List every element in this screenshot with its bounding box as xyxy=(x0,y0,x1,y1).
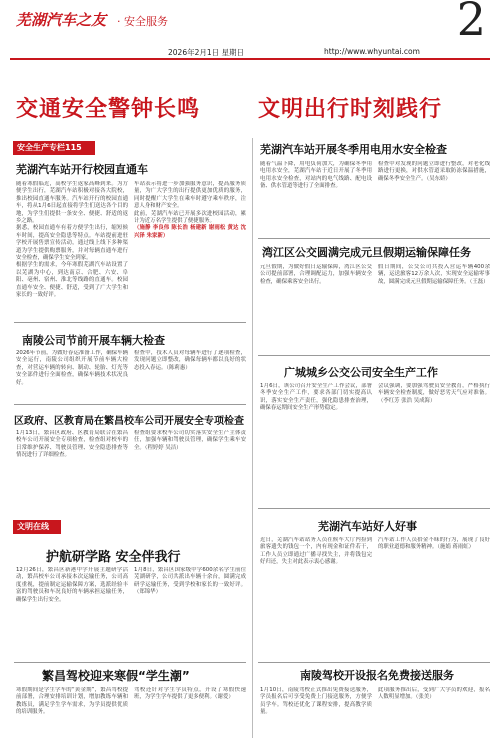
article-body-inspect-1: 1月13日，繁昌区政府、区教育局联合在繁昌校车公司开展安全专项检查，检查组对校车的日常维护保养、驾驶员管理、安全隐患排查等情况进行了详细检查。 xyxy=(16,430,128,459)
divider xyxy=(14,404,246,405)
headline-right: 文明出行时刻践行 xyxy=(258,97,443,122)
article-title-inspect[interactable]: 区政府、区教育局在繁昌校车公司开展安全专项检查 xyxy=(14,416,244,427)
divider xyxy=(258,355,490,356)
top-rule xyxy=(10,58,490,60)
article-body-goodman-1: 近日，芜湖汽车站站务人员在候车大厅内捡到旅客遗失的钱包一个，内有现金和证件若干，工作人员立即通过广播寻找失主，并将钱包完好归还，失主对此表示衷心感谢。 xyxy=(260,537,372,566)
article-body-campus-2: 车站表示将进一步加强服务意识，提高服务质量，为广大学生的出行提供更加优质的服务，同时提醒广大学生在乘车时遵守乘车秩序，注意人身和财产安全。 此前，芜湖汽车站已开展多次进校园活动，累计为近万名学生提供了便捷服务。 （施静 李良伟 陈长浩 杨建新 谢雨松 黄达 沈兴泽 朱家新） xyxy=(134,181,246,239)
article-body-guangcheng-1: 1月6日，该公司召开安全生产工作会议，部署冬季安全生产工作，要求各部门切实提高认识，落实安全生产责任，强化隐患排查治理，确保春运期间安全生产形势稳定。 xyxy=(260,383,372,412)
article-body-goodman-2: 汽车站工作人员拾金不昧的行为，展现了良好的职业道德和服务精神。（施娟 蒋雨虹） xyxy=(378,537,490,551)
article-body-civil-1: 12月26日，繁昌区新港中学开展主题研学活动，繁昌校车公司承接本次运输任务，公司高度重视，提前制定运输保障方案，选派经验丰富的驾驶员和车况良好的车辆承担运输任务，确保学生出行安全。 xyxy=(16,567,128,603)
article-body-winter-2: 检查中对发现的问题立即进行整改，对老化线路进行更换，对供水管道采取防冻保温措施，确保冬季安全生产。（吴东娇） xyxy=(378,161,490,182)
article-body-campus-1: 随着寒假临近，高校学生返家高峰到来。为方便学生出行，芜湖汽车站积极对接各大院校，推出校园直通车服务。汽车站开行的校园直通车，将从1月6日起直接将学生们送达各个目的地，为学生们提供一条安全、便捷、舒适的返乡之路。 据悉，校园直通车有着方便学生出行，缩短候车时间，提高安全隐患等特点。车站提前进驻学校开展售票宣传活动，通过线上线下多种渠道为学生提供购票服务，并对每辆直通车进行安全检查，确保学生安全到家。 根据学生的需求，今年寒假芜湖汽车站设置了以芜湖为中心，到达南京、合肥、六安、阜阳、亳州、宿州、淮北等线路的直通车。校园直通车安全、便捷、舒适，受到了广大学生和家长的一致好评。 xyxy=(16,181,128,299)
article-body-nanling-1: 2026年节前，为做好春运准备工作，确保车辆安全运行，南陵公司组织开展节前车辆大检查，对营运车辆的转向、制动、轮胎、灯光等安全部件进行全面检查，确保车辆技术状况良好。 xyxy=(16,350,128,386)
article-body-nanling-2: 检查中，技术人员对每辆车进行了逐项检查，发现问题立即整改，确保每辆车都以良好的状态投入春运。（陈莉惠） xyxy=(134,350,246,371)
page-number: 2 xyxy=(456,0,486,46)
article-title-goodman[interactable]: 芜湖汽车站好人好事 xyxy=(318,520,417,533)
civil-column-banner: 文明在线 xyxy=(13,520,61,534)
divider xyxy=(258,662,490,663)
article-body-fanchang-2: 驾校还针对学生学员特点，开设了寒假快速班，为学生学车提供了更多便利。（谢爱） xyxy=(134,687,246,701)
article-body-civil-2: 1月8日，繁昌区国家级中学600余名学生前往芜湖研学，公司共派出车辆十余台，圆满完成研学运输任务，受到学校和家长的一致好评。（郑锦华） xyxy=(134,567,246,596)
divider xyxy=(258,508,490,509)
article-body-inspect-2: 检查组要求校车公司切实落实安全生产主体责任，加强车辆和驾驶员管理，确保学生乘车安全。（程婷婷 吴洁） xyxy=(134,430,246,451)
divider xyxy=(258,238,490,239)
article-title-nanling-driving[interactable]: 南陵驾校开设报名免费接送服务 xyxy=(300,669,454,682)
website-link[interactable]: http://www.whyuntai.com xyxy=(324,47,420,56)
issue-date: 2026年2月1日 星期日 xyxy=(168,48,245,57)
divider xyxy=(14,322,246,323)
section-name: · 安全服务 xyxy=(117,15,168,28)
article-title-fanchang[interactable]: 繁昌驾校迎来寒假“学生潮” xyxy=(42,669,190,683)
masthead xyxy=(0,0,500,46)
article-body-nanling-driving-2: 此项服务推出后，受到广大学员的欢迎，报名人数明显增加。（张美） xyxy=(378,687,490,701)
safety-column-banner: 安全生产专栏115 xyxy=(13,141,95,155)
article-body-guangcheng-2: 会议强调，要加强驾驶员安全教育，严格执行车辆安全检查制度，做好恶劣天气应对准备。（李红芳 张浩 吴成海） xyxy=(378,383,490,404)
article-body-wanjiang-2: 假日期间，公交公司共投入营运车辆400余辆，运送旅客12万余人次，实现安全运输零事故，圆满完成元旦假期运输保障任务。（王磊） xyxy=(378,264,490,285)
divider xyxy=(14,662,246,663)
campus-contributors: （施静 李良伟 陈长浩 杨建新 谢雨松 黄达 沈兴泽 朱家新） xyxy=(134,225,246,239)
article-title-guangcheng[interactable]: 广城城乡公交公司安全生产工作 xyxy=(284,366,438,379)
article-body-fanchang-1: 寒假期间是学生学车的“黄金期”，繁昌驾校提前部署，合理安排培训计划，增加教练车辆和教练员，满足学生学车需求，为学员提供优质的培训服务。 xyxy=(16,687,128,716)
article-body-nanling-driving-1: 1月10日，南陵驾校正式推出免费接送服务，学员报名后可享受免费上门接送服务，方便学员学车。驾校还优化了课程安排，提高教学质量。 xyxy=(260,687,372,716)
column-divider xyxy=(252,138,253,738)
article-title-nanling[interactable]: 南陵公司节前开展车辆大检查 xyxy=(22,334,165,347)
headline-left: 交通安全警钟长鸣 xyxy=(16,97,201,122)
article-body-wanjiang-1: 元旦假期，为做好假日运输保障，湾江区公交公司提前部署，合理调配运力，加强车辆安全检查，确保乘客安全出行。 xyxy=(260,264,372,285)
article-title-winter[interactable]: 芜湖汽车站开展冬季用电用水安全检查 xyxy=(260,143,447,156)
article-title-wanjiang[interactable]: 湾江区公交圆满完成元旦假期运输保障任务 xyxy=(262,246,471,259)
article-title-civil[interactable]: 护航研学路 安全伴我行 xyxy=(46,550,181,565)
article-title-campus[interactable]: 芜湖汽车站开行校园直通车 xyxy=(16,163,148,176)
article-body-winter-1: 随着气温下降，用电负荷加大，为确保冬季用电用水安全，芜湖汽车站于近日开展了冬季用电用水安全检查，对站内的电气线路、配电设备、供水管道等进行了全面排查。 xyxy=(260,161,372,190)
newspaper-title: 芜湖汽车之友 xyxy=(16,11,107,29)
